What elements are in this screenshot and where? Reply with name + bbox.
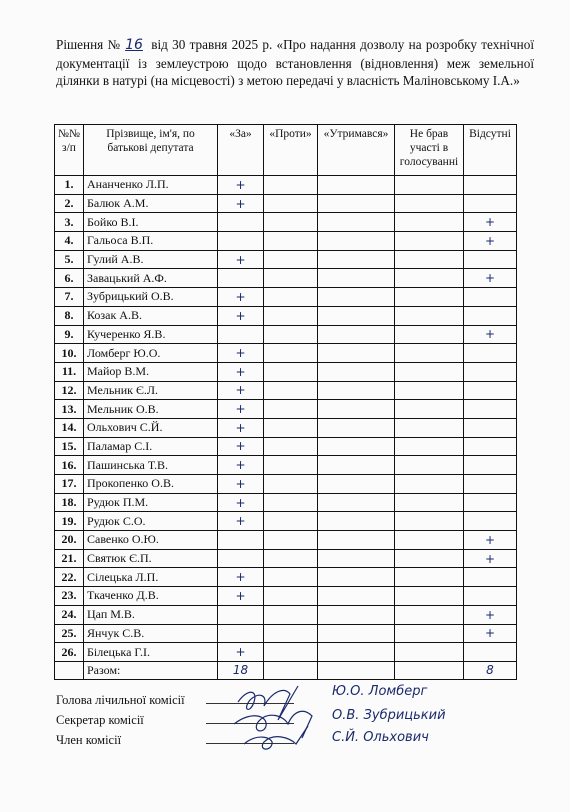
deputy-name: Паламар С.І. xyxy=(84,437,218,456)
deputy-name: Зубрицький О.В. xyxy=(84,288,218,307)
vote-absent-cell xyxy=(464,587,517,606)
vote-abstain-cell xyxy=(318,475,395,494)
row-number: 24. xyxy=(55,605,84,624)
total-abstain xyxy=(318,661,395,679)
vote-against-cell xyxy=(264,587,318,606)
deputy-name: Прокопенко О.В. xyxy=(84,475,218,494)
table-row xyxy=(55,418,517,437)
vote-for-cell xyxy=(218,493,264,512)
vote-against-cell xyxy=(264,456,318,475)
vote-not-voted-cell xyxy=(395,605,464,624)
vote-abstain-cell xyxy=(318,194,395,213)
vote-abstain-cell xyxy=(318,493,395,512)
vote-mark: + xyxy=(235,289,246,304)
vote-abstain-cell xyxy=(318,288,395,307)
vote-absent-cell xyxy=(464,437,517,456)
row-number: 5. xyxy=(55,250,84,269)
vote-against-cell xyxy=(264,362,318,381)
deputy-name: Сілецька Л.П. xyxy=(84,568,218,587)
table-row xyxy=(55,568,517,587)
vote-absent-cell xyxy=(464,512,517,531)
decision-number: 16 xyxy=(125,37,143,53)
vote-for-cell xyxy=(218,400,264,419)
vote-abstain-cell xyxy=(318,269,395,288)
vote-mark: + xyxy=(235,252,246,267)
row-number: 11. xyxy=(55,362,84,381)
vote-mark: + xyxy=(235,588,246,603)
vote-abstain-cell xyxy=(318,624,395,643)
deputy-name: Цап М.В. xyxy=(84,605,218,624)
vote-not-voted-cell xyxy=(395,400,464,419)
deputy-name: Білецька Г.І. xyxy=(84,643,218,662)
vote-against-cell xyxy=(264,568,318,587)
vote-not-voted-cell xyxy=(395,493,464,512)
table-row xyxy=(55,456,517,475)
vote-not-voted-cell xyxy=(395,176,464,195)
col-abstain: «Утримався» xyxy=(318,125,395,176)
row-number: 12. xyxy=(55,381,84,400)
vote-absent-cell xyxy=(464,269,517,288)
deputy-name: Мельник Є.Л. xyxy=(84,381,218,400)
vote-against-cell xyxy=(264,306,318,325)
total-not-voted xyxy=(395,661,464,679)
vote-abstain-cell xyxy=(318,325,395,344)
vote-mark: + xyxy=(235,645,246,660)
vote-against-cell xyxy=(264,288,318,307)
vote-for-cell xyxy=(218,531,264,550)
vote-mark: + xyxy=(235,570,246,585)
table-row xyxy=(55,362,517,381)
vote-not-voted-cell xyxy=(395,269,464,288)
member-name: С.Й. Ольхович xyxy=(332,730,429,745)
vote-abstain-cell xyxy=(318,605,395,624)
total-against xyxy=(264,661,318,679)
vote-mark: + xyxy=(235,196,246,211)
row-number: 21. xyxy=(55,549,84,568)
vote-mark: + xyxy=(484,271,496,286)
deputy-name: Ананченко Л.П. xyxy=(84,176,218,195)
vote-abstain-cell xyxy=(318,456,395,475)
vote-absent-cell xyxy=(464,418,517,437)
vote-mark: + xyxy=(484,551,496,566)
row-number: 16. xyxy=(55,456,84,475)
row-number: 9. xyxy=(55,325,84,344)
table-row xyxy=(55,531,517,550)
signature-scribbles xyxy=(228,680,328,760)
col-absent: Відсутні xyxy=(464,125,517,176)
vote-mark: + xyxy=(484,215,496,230)
vote-for-cell xyxy=(218,325,264,344)
vote-for-cell xyxy=(218,269,264,288)
vote-abstain-cell xyxy=(318,512,395,531)
table-row xyxy=(55,475,517,494)
table-row xyxy=(55,269,517,288)
deputy-name: Балюк А.М. xyxy=(84,194,218,213)
vote-absent-cell xyxy=(464,456,517,475)
row-number: 22. xyxy=(55,568,84,587)
total-label: Разом: xyxy=(84,661,218,679)
vote-mark: + xyxy=(235,346,246,361)
vote-abstain-cell xyxy=(318,232,395,251)
vote-against-cell xyxy=(264,643,318,662)
vote-mark: + xyxy=(235,364,246,379)
vote-absent-cell xyxy=(464,362,517,381)
row-number: 3. xyxy=(55,213,84,232)
deputy-name: Савенко О.Ю. xyxy=(84,531,218,550)
vote-for-cell xyxy=(218,381,264,400)
vote-not-voted-cell xyxy=(395,362,464,381)
table-row xyxy=(55,512,517,531)
col-not-voted: Не брав участі в голосуванні xyxy=(395,125,464,176)
vote-mark: + xyxy=(235,476,246,491)
deputy-name: Гулий А.В. xyxy=(84,250,218,269)
col-against: «Проти» xyxy=(264,125,318,176)
vote-not-voted-cell xyxy=(395,325,464,344)
vote-abstain-cell xyxy=(318,531,395,550)
vote-not-voted-cell xyxy=(395,250,464,269)
row-number: 2. xyxy=(55,194,84,213)
table-row xyxy=(55,213,517,232)
vote-against-cell xyxy=(264,400,318,419)
chair-label: Голова лічильної комісії xyxy=(56,693,185,707)
vote-for-cell xyxy=(218,344,264,363)
row-number: 18. xyxy=(55,493,84,512)
deputy-name: Козак А.В. xyxy=(84,306,218,325)
vote-mark: + xyxy=(235,495,246,510)
vote-mark: + xyxy=(235,402,246,417)
vote-mark: + xyxy=(484,626,496,641)
vote-for-cell xyxy=(218,362,264,381)
decision-text: від 30 травня 2025 р. «Про надання дозволу на розробку технічної документації із землеустрою щодо встановлення (відновлення) меж земельної ділянки в натурі (на місцевості) з метою передачі у власність Маліновському І.А.» xyxy=(56,37,534,88)
row-number: 26. xyxy=(55,643,84,662)
vote-for-cell xyxy=(218,213,264,232)
chair-name: Ю.О. Ломберг xyxy=(332,684,428,699)
vote-mark: + xyxy=(235,177,246,192)
deputy-name: Рудюк П.М. xyxy=(84,493,218,512)
decision-prefix: Рішення № xyxy=(56,37,122,52)
vote-not-voted-cell xyxy=(395,306,464,325)
col-for: «За» xyxy=(218,125,264,176)
deputy-name: Майор В.М. xyxy=(84,362,218,381)
vote-for-cell xyxy=(218,232,264,251)
table-row xyxy=(55,381,517,400)
vote-not-voted-cell xyxy=(395,587,464,606)
vote-absent-cell xyxy=(464,306,517,325)
vote-not-voted-cell xyxy=(395,344,464,363)
row-number: 13. xyxy=(55,400,84,419)
total-spacer xyxy=(55,661,84,679)
vote-abstain-cell xyxy=(318,437,395,456)
vote-not-voted-cell xyxy=(395,381,464,400)
deputy-name: Янчук С.В. xyxy=(84,624,218,643)
table-row xyxy=(55,325,517,344)
vote-against-cell xyxy=(264,213,318,232)
row-number: 19. xyxy=(55,512,84,531)
table-row xyxy=(55,232,517,251)
table-row xyxy=(55,587,517,606)
vote-against-cell xyxy=(264,418,318,437)
vote-against-cell xyxy=(264,549,318,568)
vote-for-cell xyxy=(218,288,264,307)
vote-absent-cell xyxy=(464,176,517,195)
vote-for-cell xyxy=(218,643,264,662)
table-row xyxy=(55,344,517,363)
table-row xyxy=(55,624,517,643)
vote-abstain-cell xyxy=(318,418,395,437)
vote-abstain-cell xyxy=(318,306,395,325)
vote-mark: + xyxy=(235,420,246,435)
vote-against-cell xyxy=(264,176,318,195)
row-number: 15. xyxy=(55,437,84,456)
member-label: Член комісії xyxy=(56,733,122,747)
secretary-name: О.В. Зубрицький xyxy=(332,708,446,723)
table-body xyxy=(55,176,517,662)
vote-for-cell xyxy=(218,176,264,195)
vote-mark: + xyxy=(235,514,246,529)
vote-for-cell xyxy=(218,605,264,624)
decision-title xyxy=(56,36,534,90)
vote-abstain-cell xyxy=(318,176,395,195)
deputy-name: Ткаченко Д.В. xyxy=(84,587,218,606)
col-name: Прізвище, ім'я, по батькові депутата xyxy=(84,125,218,176)
vote-for-cell xyxy=(218,306,264,325)
total-for: 18 xyxy=(218,661,264,679)
vote-not-voted-cell xyxy=(395,418,464,437)
table-row xyxy=(55,549,517,568)
vote-against-cell xyxy=(264,531,318,550)
table-row xyxy=(55,176,517,195)
vote-abstain-cell xyxy=(318,381,395,400)
vote-not-voted-cell xyxy=(395,531,464,550)
deputy-name: Мельник О.В. xyxy=(84,400,218,419)
vote-against-cell xyxy=(264,232,318,251)
vote-absent-cell xyxy=(464,213,517,232)
vote-against-cell xyxy=(264,250,318,269)
vote-not-voted-cell xyxy=(395,568,464,587)
vote-absent-cell xyxy=(464,493,517,512)
total-absent: 8 xyxy=(464,661,517,679)
vote-mark: + xyxy=(235,439,246,454)
vote-not-voted-cell xyxy=(395,643,464,662)
row-number: 6. xyxy=(55,269,84,288)
deputy-name: Ломберг Ю.О. xyxy=(84,344,218,363)
vote-mark: + xyxy=(484,327,496,342)
vote-for-cell xyxy=(218,418,264,437)
vote-absent-cell xyxy=(464,400,517,419)
vote-for-cell xyxy=(218,250,264,269)
vote-for-cell xyxy=(218,194,264,213)
vote-abstain-cell xyxy=(318,213,395,232)
vote-not-voted-cell xyxy=(395,624,464,643)
vote-absent-cell xyxy=(464,194,517,213)
deputy-name: Ольхович С.Й. xyxy=(84,418,218,437)
row-number: 17. xyxy=(55,475,84,494)
vote-absent-cell xyxy=(464,531,517,550)
vote-mark: + xyxy=(484,607,496,622)
vote-against-cell xyxy=(264,605,318,624)
vote-not-voted-cell xyxy=(395,456,464,475)
vote-for-cell xyxy=(218,437,264,456)
col-number: №№ з/п xyxy=(55,125,84,176)
vote-mark: + xyxy=(484,233,496,248)
row-number: 25. xyxy=(55,624,84,643)
deputy-name: Завацький А.Ф. xyxy=(84,269,218,288)
voting-table xyxy=(54,124,517,680)
vote-against-cell xyxy=(264,475,318,494)
vote-absent-cell xyxy=(464,549,517,568)
vote-mark: + xyxy=(484,532,496,547)
vote-abstain-cell xyxy=(318,643,395,662)
table-row xyxy=(55,437,517,456)
table-row xyxy=(55,288,517,307)
table-header xyxy=(55,125,517,176)
row-number: 8. xyxy=(55,306,84,325)
table-row xyxy=(55,493,517,512)
vote-absent-cell xyxy=(464,344,517,363)
row-number: 20. xyxy=(55,531,84,550)
deputy-name: Рудюк С.О. xyxy=(84,512,218,531)
vote-not-voted-cell xyxy=(395,549,464,568)
vote-abstain-cell xyxy=(318,568,395,587)
vote-not-voted-cell xyxy=(395,213,464,232)
vote-abstain-cell xyxy=(318,250,395,269)
vote-for-cell xyxy=(218,549,264,568)
table-row xyxy=(55,605,517,624)
vote-against-cell xyxy=(264,624,318,643)
row-number: 4. xyxy=(55,232,84,251)
vote-against-cell xyxy=(264,325,318,344)
row-number: 10. xyxy=(55,344,84,363)
vote-for-cell xyxy=(218,475,264,494)
deputy-name: Бойко В.І. xyxy=(84,213,218,232)
vote-for-cell xyxy=(218,624,264,643)
vote-not-voted-cell xyxy=(395,512,464,531)
vote-absent-cell xyxy=(464,643,517,662)
total-row xyxy=(55,661,517,679)
deputy-name: Гальоса В.П. xyxy=(84,232,218,251)
vote-absent-cell xyxy=(464,232,517,251)
vote-against-cell xyxy=(264,344,318,363)
vote-against-cell xyxy=(264,269,318,288)
row-number: 1. xyxy=(55,176,84,195)
vote-against-cell xyxy=(264,381,318,400)
vote-against-cell xyxy=(264,194,318,213)
vote-absent-cell xyxy=(464,568,517,587)
vote-abstain-cell xyxy=(318,549,395,568)
vote-absent-cell xyxy=(464,605,517,624)
vote-for-cell xyxy=(218,512,264,531)
vote-for-cell xyxy=(218,587,264,606)
table-row xyxy=(55,194,517,213)
deputy-name: Святюк Є.П. xyxy=(84,549,218,568)
table-row xyxy=(55,400,517,419)
vote-absent-cell xyxy=(464,288,517,307)
vote-not-voted-cell xyxy=(395,194,464,213)
row-number: 7. xyxy=(55,288,84,307)
vote-against-cell xyxy=(264,437,318,456)
secretary-label: Секретар комісії xyxy=(56,713,144,727)
vote-not-voted-cell xyxy=(395,437,464,456)
row-number: 14. xyxy=(55,418,84,437)
vote-absent-cell xyxy=(464,475,517,494)
vote-abstain-cell xyxy=(318,344,395,363)
vote-not-voted-cell xyxy=(395,475,464,494)
vote-absent-cell xyxy=(464,250,517,269)
table-row xyxy=(55,643,517,662)
vote-for-cell xyxy=(218,568,264,587)
vote-mark: + xyxy=(235,458,246,473)
vote-not-voted-cell xyxy=(395,288,464,307)
vote-absent-cell xyxy=(464,381,517,400)
vote-against-cell xyxy=(264,512,318,531)
deputy-name: Пашинська Т.В. xyxy=(84,456,218,475)
vote-for-cell xyxy=(218,456,264,475)
row-number: 23. xyxy=(55,587,84,606)
table-row xyxy=(55,306,517,325)
vote-abstain-cell xyxy=(318,362,395,381)
vote-abstain-cell xyxy=(318,587,395,606)
vote-not-voted-cell xyxy=(395,232,464,251)
vote-abstain-cell xyxy=(318,400,395,419)
vote-mark: + xyxy=(235,308,246,323)
table-row xyxy=(55,250,517,269)
vote-mark: + xyxy=(235,383,246,398)
deputy-name: Кучеренко Я.В. xyxy=(84,325,218,344)
vote-absent-cell xyxy=(464,624,517,643)
vote-absent-cell xyxy=(464,325,517,344)
vote-against-cell xyxy=(264,493,318,512)
